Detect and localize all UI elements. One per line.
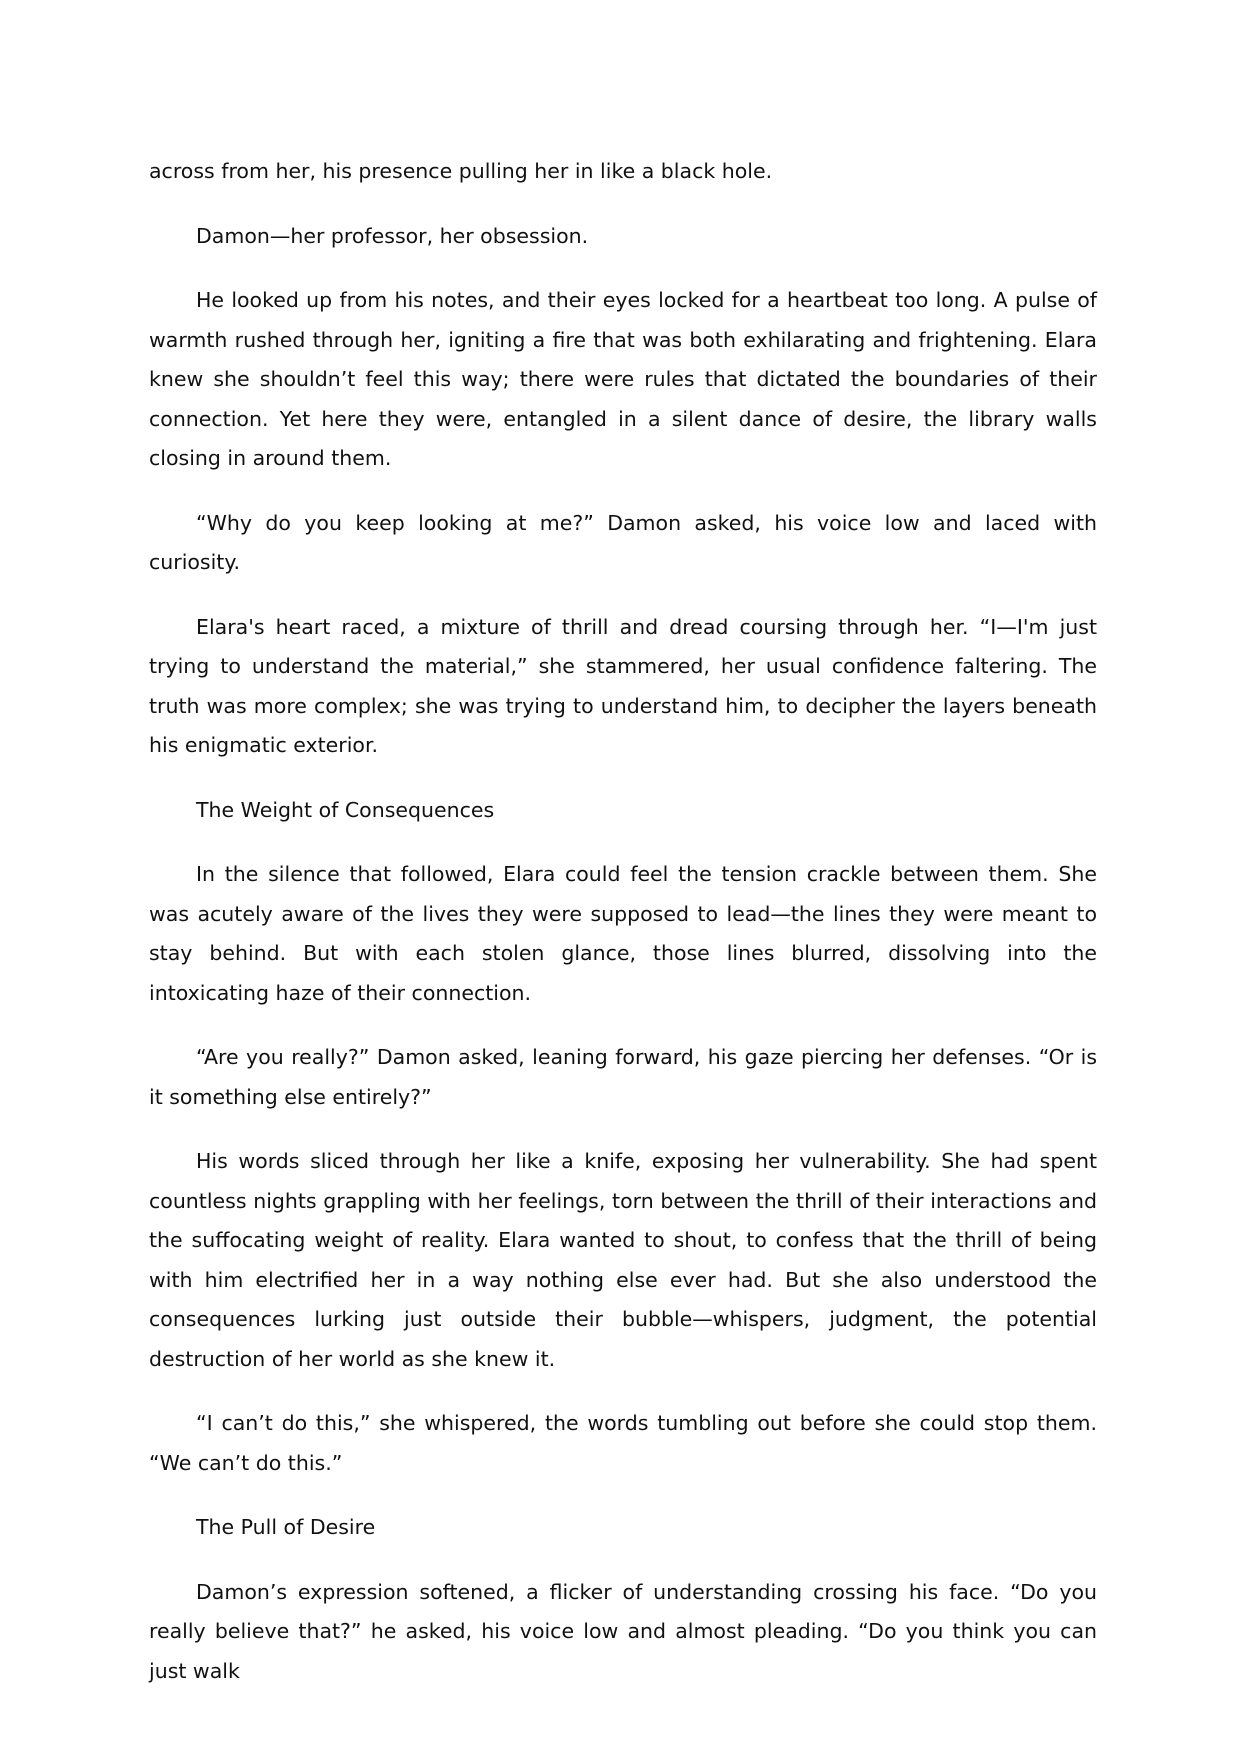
section-heading: The Pull of Desire [196, 1515, 376, 1539]
paragraph: Damon’s expression softened, a flicker of understanding crossing his face. “Do you really believe that?” he asked, his voice low and almost pleading. “Do you think you can just walk [149, 1579, 1097, 1683]
paragraph: “Are you really?” Damon asked, leaning forward, his gaze piercing her defenses. “Or is it something else entirely?” [149, 1045, 1097, 1109]
paragraph: He looked up from his notes, and their eyes locked for a heartbeat too long. A pulse of warmth rushed through her, igniting a fire that was both exhilarating and frightening. Elara knew she shouldn’t feel this way; there were rules that dictated the boundaries of their connection. Yet here they were, entangled in a silent dance of desire, the library walls closing in around them. [149, 288, 1097, 470]
paragraph: “Why do you keep looking at me?” Damon asked, his voice low and laced with curiosity. [149, 510, 1097, 574]
paragraph: Elara's heart raced, a mixture of thrill and dread coursing through her. “I—I'm just trying to understand the material,” she stammered, her usual confidence faltering. The truth was more complex; she was trying to understand him, to decipher the layers beneath his enigmatic exterior. [149, 614, 1097, 757]
paragraph-continued: across from her, his presence pulling her in like a black hole. [149, 159, 773, 183]
paragraph: His words sliced through her like a knife, exposing her vulnerability. She had spent countless nights grappling with her feelings, torn between the thrill of their interactions and the suffocating weight of reality. Elara wanted to shout, to confess that the thrill of being with him electrified her in a way nothing else ever had. But she also understood the consequences lurking just outside their bubble—whispers, judgment, the potential destruction of her world as she knew it. [149, 1149, 1097, 1371]
document-body [149, 152, 1097, 1716]
paragraph: Damon—her professor, her obsession. [196, 223, 589, 248]
paragraph: In the silence that followed, Elara could feel the tension crackle between them. She was acutely aware of the lives they were supposed to lead—the lines they were meant to stay behind. But with each stolen glance, those lines blurred, dissolving into the intoxicating haze of their connection. [149, 862, 1097, 1005]
paragraph: “I can’t do this,” she whispered, the words tumbling out before she could stop them. “We can’t do this.” [149, 1411, 1097, 1475]
section-heading: The Weight of Consequences [196, 797, 495, 822]
